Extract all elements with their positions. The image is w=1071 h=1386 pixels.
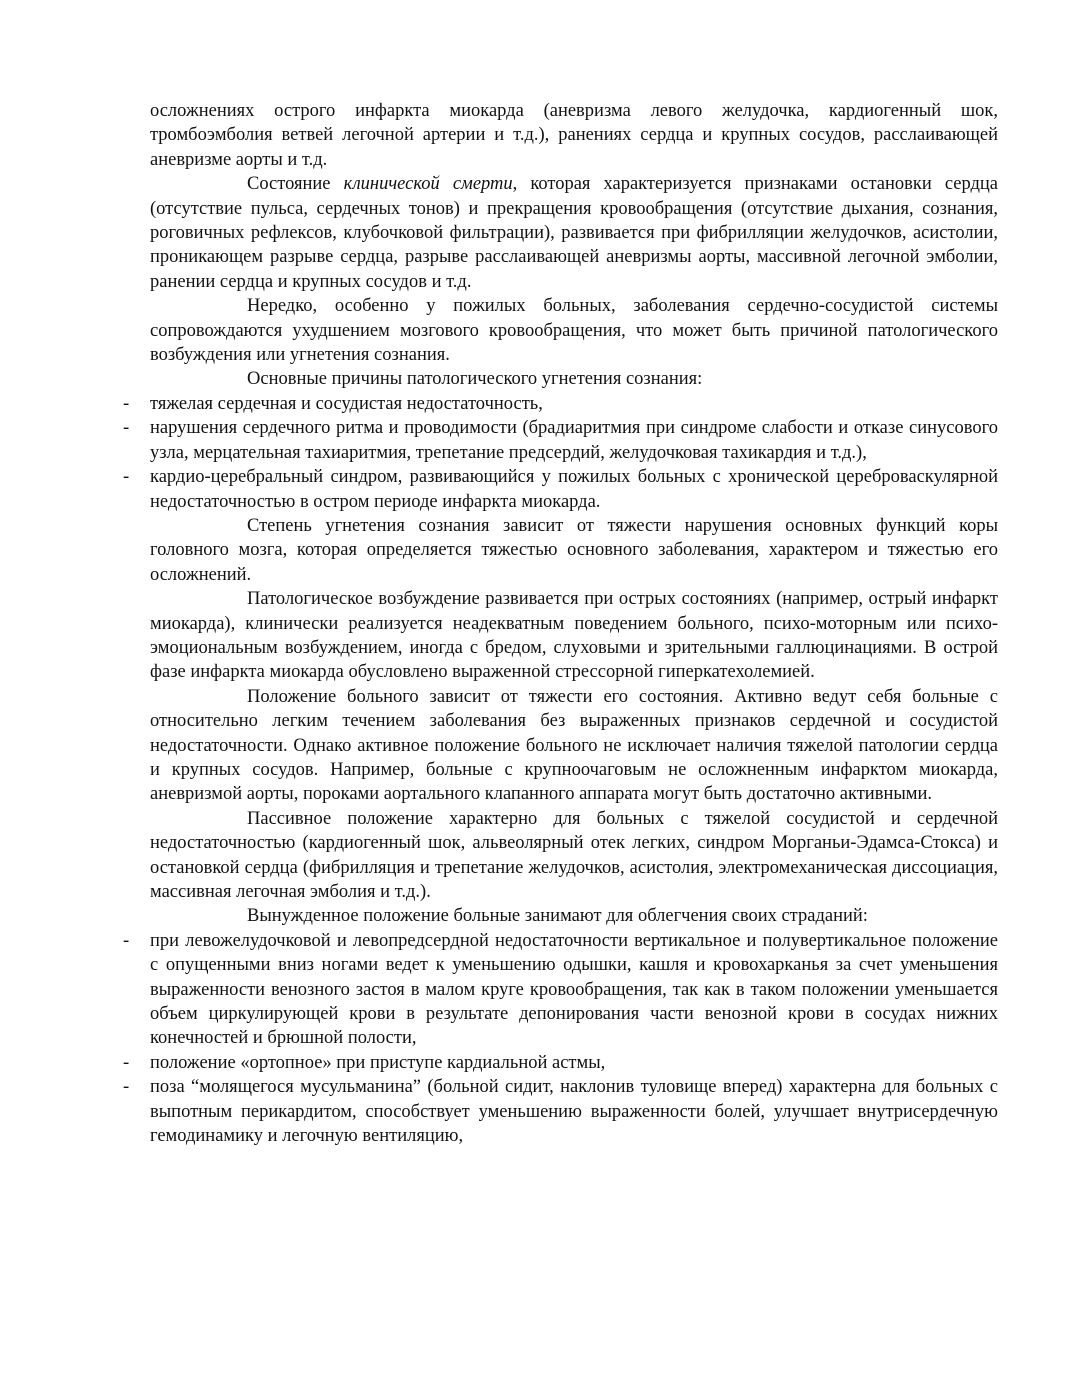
- list-forced-positions: [123, 929, 998, 1149]
- list-dash: -: [123, 930, 130, 951]
- list-item: [123, 929, 998, 1051]
- term-clinical-death: клинической смерти: [343, 174, 513, 195]
- paragraph-patient-position: Положение больного зависит от тяжести его состояния. Активно ведут себя больные с относительно легким течением заболевания без выраженных признаков сердечной и сосудистой недостаточности. Однако активное положение больного не исключает наличия тяжелой патологии сердца и крупных сосудов. Например, больные с крупноочаговым не осложненным инфарктом миокарда, аневризмой аорты, пороками аортального клапанного аппарата могут быть достаточно активными.: [150, 686, 998, 805]
- list-dash: -: [123, 418, 130, 439]
- list-item: [123, 465, 998, 514]
- list-item: [123, 1075, 998, 1148]
- list-item-text: положение «ортопное» при приступе кардиальной астмы,: [150, 1052, 606, 1073]
- list-dash: -: [123, 467, 130, 488]
- paragraph-clinical-death: [150, 172, 998, 294]
- paragraph-causes-heading: Основные причины патологического угнетения сознания:: [247, 369, 703, 390]
- list-item: [123, 392, 998, 416]
- list-item-text: при левожелудочковой и левопредсердной недостаточности вертикальное и полувертикальное положение с опущенными вниз ногами ведет к уменьшению одышки, кашля и кровохарканья за счет уменьшения выраженности венозного застоя в малом круге кровообращения, так как в таком положении уменьшается объем циркулирующей крови в результате депонирования части венозной крови в сосудах нижних конечностей и брюшной полости,: [150, 930, 998, 1049]
- list-dash: -: [123, 393, 130, 414]
- list-item-text: тяжелая сердечная и сосудистая недостаточность,: [150, 393, 543, 414]
- list-dash: -: [123, 1052, 130, 1073]
- list-item: [123, 1051, 998, 1075]
- list-item: [123, 416, 998, 465]
- paragraph-forced-position: Вынужденное положение больные занимают для облегчения своих страданий:: [247, 906, 868, 927]
- paragraph-elderly-patients: Нередко, особенно у пожилых больных, заболевания сердечно-сосудистой системы сопровождаются ухудшением мозгового кровообращения, что может быть причиной патологического возбуждения или угнетения сознания.: [150, 296, 998, 366]
- paragraph-complications: осложнениях острого инфаркта миокарда (аневризма левого желудочка, кардиогенный шок, тромбоэмболия ветвей легочной артерии и т.д.), ранениях сердца и крупных сосудов, расслаивающей аневризме аорты и т.д.: [150, 101, 998, 170]
- list-dash: -: [123, 1077, 130, 1098]
- list-item-text: нарушения сердечного ритма и проводимости (брадиаритмия при синдроме слабости и отказе синусового узла, мерцательная тахиаритмия, трепетание предсердий, желудочковая тахикардия и т.д.),: [150, 418, 998, 463]
- paragraph-passive-position: Пассивное положение характерно для больных с тяжелой сосудистой и сердечной недостаточностью (кардиогенный шок, альвеолярный отек легких, синдром Морганьи-Эдамса-Стокса) и остановкой сердца (фибрилляция и трепетание желудочков, асистолия, электромеханическая диссоциация, массивная легочная эмболия и т.д.).: [150, 808, 998, 902]
- document-body: [123, 99, 998, 1148]
- paragraph-clinical-death-rest: , которая характеризуется признаками остановки сердца (отсутствие пульса, сердечных тонов) и прекращения кровообращения (отсутствие дыхания, сознания, роговичных рефлексов, клубочковой фильтрации), развивается при фибрилляции желудочков, асистолии, проникающем разрыве сердца, разрыве расслаивающей аневризмы аорты, массивной легочной эмболии, ранении сердца и крупных сосудов и т.д.: [150, 174, 998, 292]
- list-item-text: поза “молящегося мусульманина” (больной сидит, наклонив туловище вперед) характерна для больных с выпотным перикардитом, способствует уменьшению выраженности болей, улучшает внутрисердечную гемодинамику и легочную вентиляцию,: [150, 1077, 998, 1147]
- paragraph-consciousness-degree: Степень угнетения сознания зависит от тяжести нарушения основных функций коры головного мозга, которая определяется тяжестью основного заболевания, характером и тяжестью его осложнений.: [150, 515, 998, 585]
- paragraph-pathological-excitement: Патологическое возбуждение развивается при острых состояниях (например, острый инфаркт миокарда), клинически реализуется неадекватным поведением больного, психо-моторным или психо-эмоциональным возбуждением, иногда с бредом, слуховыми и зрительными галлюцинациями. В острой фазе инфаркта миокарда обусловлено выраженной стрессорной гиперкатехолемией.: [150, 589, 998, 683]
- list-item-text: кардио-церебральный синдром, развивающийся у пожилых больных с хронической цереброваскулярной недостаточностью в остром периоде инфаркта миокарда.: [150, 467, 998, 512]
- paragraph-clinical-death-start: Состояние: [247, 174, 344, 195]
- list-causes: [123, 392, 998, 514]
